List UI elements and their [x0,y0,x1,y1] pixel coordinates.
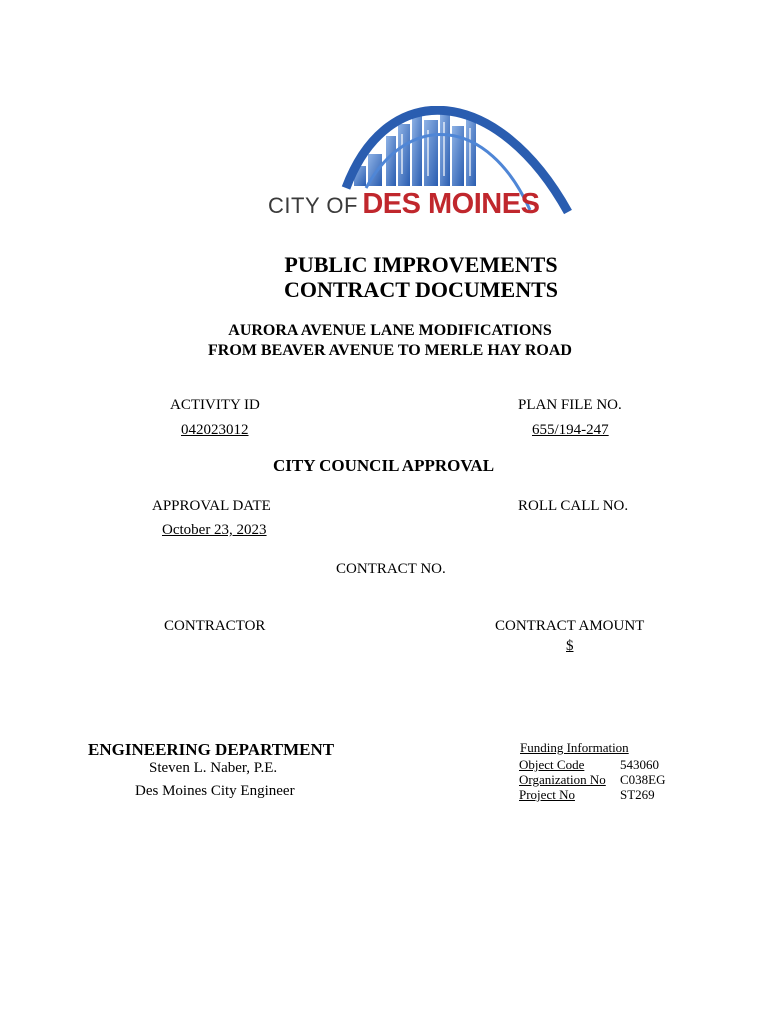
contract-amount-value: $ [566,638,574,654]
funding-value: C038EG [620,772,666,787]
logo-des-moines: DES MOINES [362,188,540,220]
funding-row [519,757,666,772]
activity-id-label: ACTIVITY ID [170,397,260,413]
plan-file-value: 655/194-247 [532,422,609,438]
project-title-line-1: AURORA AVENUE LANE MODIFICATIONS [228,322,552,339]
funding-value: 543060 [620,757,659,772]
funding-table [519,757,666,802]
contract-no-label: CONTRACT NO. [336,561,446,577]
logo-wordmark [268,188,539,221]
engineer-name: Steven L. Naber, P.E. [149,760,278,776]
title-line-2: CONTRACT DOCUMENTS [283,277,558,302]
logo-city-of: CITY OF [268,193,358,218]
plan-file-label: PLAN FILE NO. [518,397,622,413]
funding-heading: Funding Information [520,740,629,755]
funding-row [519,787,666,802]
title-line-1: PUBLIC IMPROVEMENTS [284,252,558,277]
roll-call-label: ROLL CALL NO. [518,498,629,514]
approval-date-value: October 23, 2023 [162,522,267,538]
project-title [0,321,770,361]
project-title-line-2: FROM BEAVER AVENUE TO MERLE HAY ROAD [208,342,572,359]
funding-key: Object Code [519,757,585,772]
engineering-heading: ENGINEERING DEPARTMENT [88,740,335,759]
contractor-label: CONTRACTOR [164,618,266,634]
funding-key: Project No [519,787,575,802]
document-title [0,252,770,302]
activity-id-value: 042023012 [181,422,249,438]
contract-amount-label: CONTRACT AMOUNT [495,618,645,634]
funding-key: Organization No [519,772,606,787]
approval-date-label: APPROVAL DATE [152,498,271,514]
funding-row [519,772,666,787]
funding-value: ST269 [620,787,655,802]
engineer-role: Des Moines City Engineer [135,783,295,799]
council-approval-heading: CITY COUNCIL APPROVAL [273,456,495,475]
city-logo [268,106,573,218]
